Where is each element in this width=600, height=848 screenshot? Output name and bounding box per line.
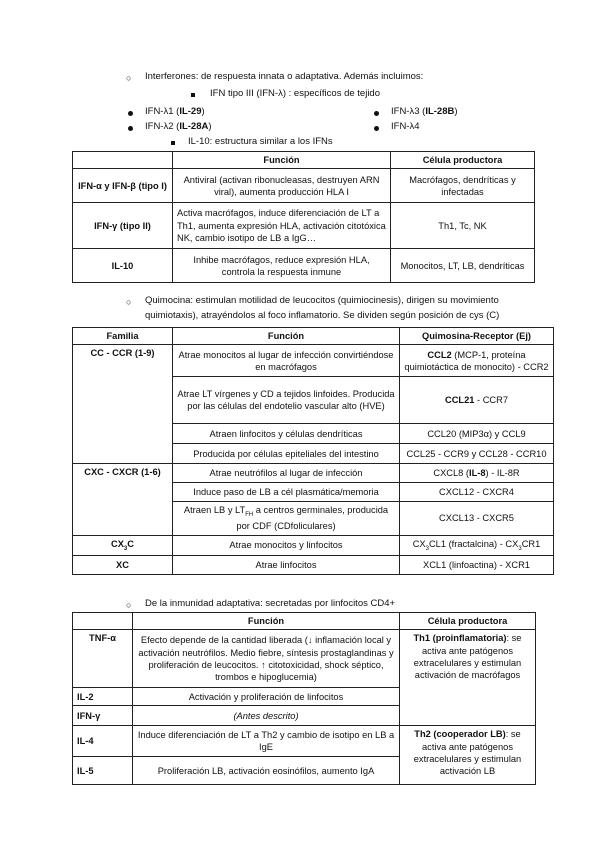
hollow-bullet: ○ [126, 600, 132, 610]
chemokine-receptor: CXCL12 - CXCR4 [400, 483, 554, 502]
th1-cell: Th1 (proinflamatoria): se activa ante patógenos extracelulares y estimulan activación de macrófagos [400, 630, 536, 726]
chemokine-receptor: $CX_3CL1$ (fractalcina) - $CX_3CR1$ [400, 535, 554, 556]
section2-heading-line1: Quimocina: estimulan motilidad de leucocitos (quimiocinesis), dirigen su movimiento [145, 295, 499, 306]
chemokine-function: Atraen LB y $LT_{FH}$ a centros germinales, producida por CDF (CDfoliculares) [173, 502, 400, 535]
cytokine-function: Activación y proliferación de linfocitos [133, 688, 400, 706]
cytokine-name: IFN-γ [73, 706, 133, 726]
chemokine-function: Producida por células epiteliales del intestino [173, 444, 400, 464]
producer-cell: Macrófagos, dendríticas y infectadas [391, 169, 535, 203]
table-row [73, 630, 536, 688]
square-bullet [171, 141, 175, 145]
table-row [73, 249, 535, 283]
table-row [73, 556, 554, 575]
table-row [73, 464, 554, 483]
ifn-lambda2: IFN-λ2 (IL-28A) [145, 121, 212, 132]
ifn-type3-line: IFN tipo III (IFN-λ) : específicos de tejido [210, 88, 380, 99]
cytokine-name: IL-4 [73, 726, 133, 757]
chemokine-receptor: CXCL13 - CXCR5 [400, 502, 554, 535]
family-xc: XC [73, 556, 173, 575]
chemokine-receptor: CCL2 (MCP-1, proteína quimiotáctica de monocito) - CCR2 [400, 345, 554, 377]
chemokine-receptor: CXCL8 (IL-8) - IL-8R [400, 464, 554, 483]
table-row [73, 345, 554, 377]
section1-heading: Interferones: de respuesta innata o adaptativa. Además incluimos: [145, 71, 424, 82]
header-blank [73, 152, 173, 169]
section3-heading: De la inmunidad adaptativa: secretadas por linfocitos CD4+ [145, 598, 396, 609]
table-row [73, 169, 535, 203]
cytokine-name: IFN-α y IFN-β (tipo I) [73, 169, 173, 203]
cytokine-function: Efecto depende de la cantidad liberada (↓ inflamación local y activación neutrófilos. Medio fiebre, síntesis prostaglandinas y proliferación de leucocitos. ↑ citotoxicidad, shock séptico, trombos e hipoglucemia) [133, 630, 400, 688]
dot-bullet [374, 126, 379, 131]
header-funcion: Función [173, 328, 400, 345]
table-row [73, 726, 536, 757]
cytokine-name: IL-10 [73, 249, 173, 283]
cytokine-name: IL-5 [73, 757, 133, 785]
cytokine-name: IL-2 [73, 688, 133, 706]
cytokine-function: Activa macrófagos, induce diferenciación de LT a Th1, aumenta expresión HLA, activación citotóxica NK, cambio isotipo de LB a IgG… [173, 203, 391, 249]
chemokine-function: Atraen linfocitos y células dendríticas [173, 424, 400, 444]
cytokine-function: Antiviral (activan ribonucleasas, destruyen ARN viral), aumenta producción HLA I [173, 169, 391, 203]
table-row [73, 203, 535, 249]
cytokine-function: Inhibe macrófagos, reduce expresión HLA, controla la respuesta inmune [173, 249, 391, 283]
chemokine-table [72, 327, 554, 575]
section2-heading-line2: quimiotaxis), atrayéndolos al foco inflamatorio. Se dividen según posición de cys (C) [145, 310, 500, 321]
family-cc: CC - CCR (1-9) [73, 345, 173, 464]
ifn-lambda4: IFN-λ4 [391, 121, 420, 132]
ifn-lambda1: IFN-λ1 (IL-29) [145, 106, 205, 117]
cytokine-name: TNF-α [73, 630, 133, 688]
ifn-lambda3: IFN-λ3 (IL-28B) [391, 106, 458, 117]
il10-line: IL-10: estructura similar a los IFNs [188, 136, 333, 147]
interferon-table [72, 151, 535, 283]
cytokine-name: IFN-γ (tipo II) [73, 203, 173, 249]
chemokine-function: Atrae monocitos al lugar de infección convirtiéndose en macrófagos [173, 345, 400, 377]
producer-cell: Th1, Tc, NK [391, 203, 535, 249]
chemokine-receptor: CCL21 - CCR7 [400, 377, 554, 424]
chemokine-function: Atrae neutrófilos al lugar de infección [173, 464, 400, 483]
family-cxc: CXC - CXCR (1-6) [73, 464, 173, 535]
producer-cell: Monocitos, LT, LB, dendríticas [391, 249, 535, 283]
hollow-bullet: ○ [126, 297, 132, 307]
header-celula: Célula productora [400, 613, 536, 630]
chemokine-function: Atrae linfocitos [173, 556, 400, 575]
dot-bullet [128, 126, 133, 131]
header-celula: Célula productora [391, 152, 535, 169]
chemokine-function: Atrae LT vírgenes y CD a tejidos linfoides. Producida por las células del endotelio vascular alto (HVE) [173, 377, 400, 424]
chemokine-receptor: XCL1 (linfoactina) - XCR1 [400, 556, 554, 575]
th2-cell: Th2 (cooperador LB): se activa ante patógenos extracelulares y estimulan activación LB [400, 726, 536, 785]
dot-bullet [374, 111, 379, 116]
table-row [73, 535, 554, 556]
cytokine-function: Induce diferenciación de LT a Th2 y cambio de isotipo en LB a IgE [133, 726, 400, 757]
chemokine-function: Atrae monocitos y linfocitos [173, 535, 400, 556]
chemokine-receptor: CCL25 - CCR9 y CCL28 - CCR10 [400, 444, 554, 464]
adaptive-table [72, 612, 536, 785]
cytokine-function: (Antes descrito) [133, 706, 400, 726]
header-blank [73, 613, 133, 630]
header-funcion: Función [133, 613, 400, 630]
square-bullet [191, 93, 195, 97]
header-receptor: Quimosina-Receptor (Ej) [400, 328, 554, 345]
header-familia: Familia [73, 328, 173, 345]
header-funcion: Función [173, 152, 391, 169]
family-cx3c: $CX_3C$ [73, 535, 173, 556]
hollow-bullet: ○ [126, 73, 132, 83]
chemokine-receptor: CCL20 (MIP3α) y CCL9 [400, 424, 554, 444]
dot-bullet [128, 111, 133, 116]
cytokine-function: Proliferación LB, activación eosinófilos, aumento IgA [133, 757, 400, 785]
chemokine-function: Induce paso de LB a cél plasmática/memoria [173, 483, 400, 502]
